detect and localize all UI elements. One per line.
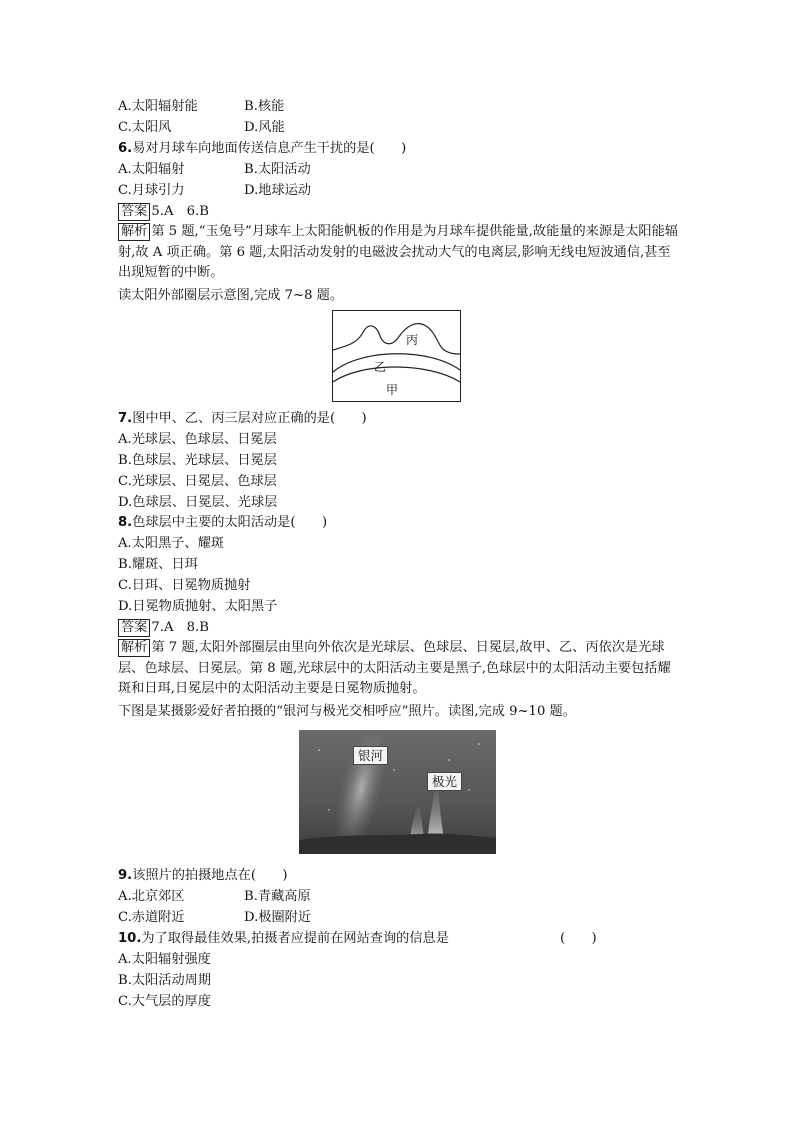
answer-tag: 答案 bbox=[118, 203, 150, 221]
layer-label-bing: 丙 bbox=[406, 333, 419, 347]
layer-label-jia: 甲 bbox=[386, 383, 399, 397]
solar-layers-diagram bbox=[332, 310, 461, 402]
q7-text: 图中甲、乙、丙三层对应正确的是( ) bbox=[132, 411, 367, 426]
q10-text: 为了取得最佳效果,拍摄者应提前在网站查询的信息是 bbox=[141, 931, 449, 946]
q8-stem bbox=[118, 513, 327, 533]
q5-option-d: D.风能 bbox=[244, 120, 285, 135]
q10-stem bbox=[118, 929, 449, 949]
q8-text: 色球层中主要的太阳活动是( ) bbox=[132, 515, 328, 530]
q7-number: 7. bbox=[118, 411, 133, 426]
aurora-photo-image bbox=[299, 730, 496, 854]
q5-option-b: B.核能 bbox=[244, 99, 285, 114]
q10-option-b: B.太阳活动周期 bbox=[118, 973, 212, 988]
q9-option-a: A.北京郊区 bbox=[118, 889, 185, 904]
analysis-tag: 解析 bbox=[118, 223, 150, 241]
q6-options-row2 bbox=[118, 181, 311, 201]
q6-number: 6. bbox=[118, 141, 133, 156]
q5-options-row2 bbox=[118, 118, 285, 138]
figure1-intro: 读太阳外部圈层示意图,完成 7~8 题。 bbox=[118, 288, 344, 303]
q6-option-b: B.太阳活动 bbox=[244, 162, 311, 177]
q10-answer-paren: ( ) bbox=[560, 931, 597, 946]
q6-option-c: C.月球引力 bbox=[118, 183, 185, 198]
q7-option-c: C.光球层、日冕层、色球层 bbox=[118, 474, 277, 489]
q5-options-row1 bbox=[118, 97, 284, 117]
q6-text: 易对月球车向地面传送信息产生干扰的是( ) bbox=[132, 141, 407, 156]
answer-text: 5.A 6.B bbox=[151, 204, 209, 219]
q6-option-d: D.地球运动 bbox=[244, 183, 312, 198]
q10-option-c: C.大气层的厚度 bbox=[118, 994, 211, 1009]
layer-label-yi: 乙 bbox=[374, 360, 387, 374]
q8-option-b: B.耀斑、日珥 bbox=[118, 557, 198, 572]
analysis-block-2 bbox=[118, 638, 678, 700]
q9-number: 9. bbox=[118, 868, 133, 883]
analysis-text: 第 7 题,太阳外部圈层由里向外依次是光球层、色球层、日冕层,故甲、乙、丙依次是光球层、色球层、日冕层。第 8 题,光球层中的太阳活动主要是黑子,色球层中的太阳活动主要包括耀斑和日珥,日冕层中的太阳活动主要是日冕物质抛射。 bbox=[118, 640, 671, 696]
q10-number: 10. bbox=[118, 931, 142, 946]
solar-layers-figure bbox=[332, 310, 461, 406]
q5-option-a: A.太阳辐射能 bbox=[118, 99, 198, 114]
q9-options-row2 bbox=[118, 908, 311, 928]
figure2-intro: 下图是某摄影爱好者拍摄的“银河与极光交相呼应”照片。读图,完成 9~10 题。 bbox=[118, 704, 576, 719]
q6-stem bbox=[118, 139, 406, 159]
q8-option-a: A.太阳黑子、耀斑 bbox=[118, 536, 225, 551]
q9-text: 该照片的拍摄地点在( ) bbox=[132, 868, 288, 883]
q8-number: 8. bbox=[118, 515, 133, 530]
aurora-label: 极光 bbox=[427, 772, 462, 791]
q9-options-row1 bbox=[118, 887, 311, 907]
q9-option-c: C.赤道附近 bbox=[118, 910, 185, 925]
q8-option-c: C.日珥、日冕物质抛射 bbox=[118, 578, 251, 593]
q6-option-a: A.太阳辐射 bbox=[118, 162, 185, 177]
milky-way-label: 银河 bbox=[353, 746, 388, 765]
q7-option-d: D.色球层、日冕层、光球层 bbox=[118, 495, 278, 510]
analysis-tag: 解析 bbox=[118, 639, 150, 657]
answer-block-1 bbox=[118, 202, 209, 222]
q9-option-d: D.极圈附近 bbox=[244, 910, 312, 925]
answer-text: 7.A 8.B bbox=[151, 620, 209, 635]
q9-option-b: B.青藏高原 bbox=[244, 889, 311, 904]
answer-block-2 bbox=[118, 618, 209, 638]
q5-option-c: C.太阳风 bbox=[118, 120, 172, 135]
answer-tag: 答案 bbox=[118, 619, 150, 637]
analysis-block-1 bbox=[118, 222, 678, 284]
q9-stem bbox=[118, 866, 288, 886]
q6-options-row1 bbox=[118, 160, 311, 180]
q10-option-a: A.太阳辐射强度 bbox=[118, 952, 211, 967]
q8-option-d: D.日冕物质抛射、太阳黑子 bbox=[118, 599, 278, 614]
q7-option-a: A.光球层、色球层、日冕层 bbox=[118, 432, 277, 447]
analysis-text: 第 5 题,“玉兔号”月球车上太阳能帆板的作用是为月球车提供能量,故能量的来源是太阳能辐射,故 A 项正确。第 6 题,太阳活动发射的电磁波会扰动大气的电离层,影响无线电短波通信,甚至出现短暂的中断。 bbox=[118, 224, 678, 280]
q7-option-b: B.色球层、光球层、日冕层 bbox=[118, 453, 277, 468]
aurora-photo bbox=[299, 730, 496, 854]
q7-stem bbox=[118, 409, 367, 429]
